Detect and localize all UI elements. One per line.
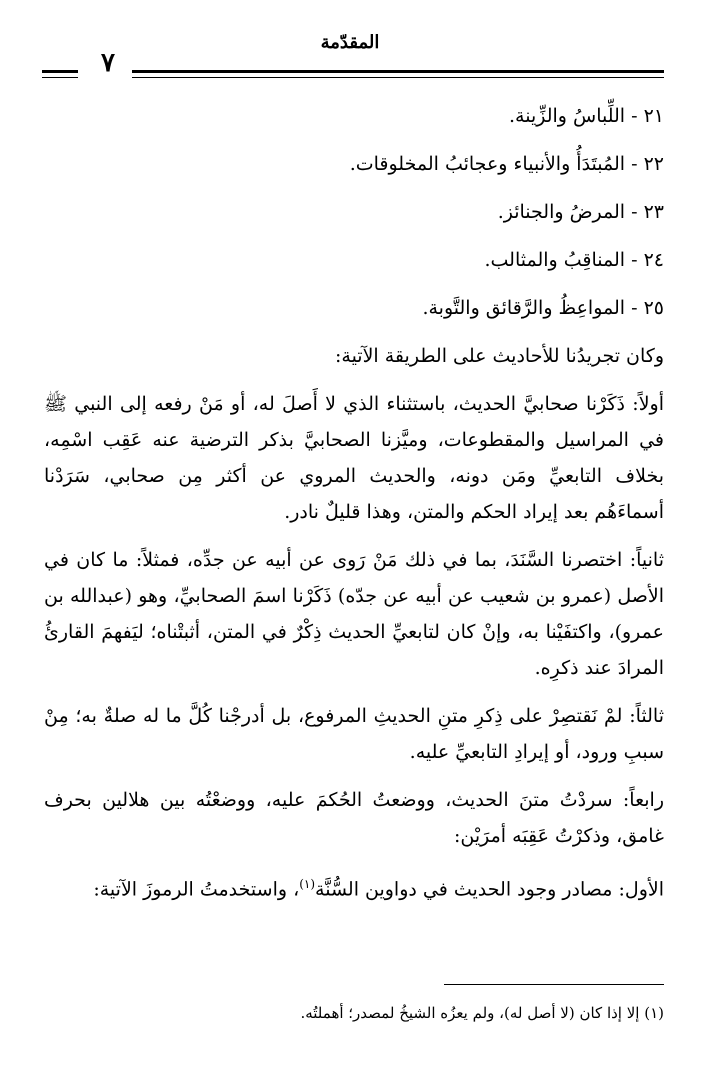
paragraph-third: ثالثاً: لمْ نَقتصِرْ على ذِكرِ متنِ الحديثِ المرفوع، بل أدرجْنا كُلَّ ما له صلةٌ به؛ مِنْ سببِ ورود، أو إيرادِ التابعيِّ عليه. xyxy=(44,705,664,763)
paragraph-first: أولاً: ذَكَرْنا صحابيَّ الحديث، باستثناء الذي لا أَصلَ له، أو مَنْ رفعه إلى النبي ﷺ في المراسيل والمقطوعات، وميَّزنا الصحابيَّ بذكر الترضية عنه عَقِب اسْمِه، بخلاف التابعيِّ ومَن دونه، والحديث المروي عن أكثر مِن صحابي، سَرَدْنا أسماءَهُم بعد إيراد الحكم والمتن، وهذا قليلٌ نادر. xyxy=(44,393,664,523)
list-item: ٢٤ - المناقِبُ والمثالب. xyxy=(484,249,664,271)
list-item: ٢٣ - المرضُ والجنائز. xyxy=(497,201,664,223)
footnote-rule xyxy=(444,984,664,985)
running-title: المقدّمة xyxy=(320,32,380,53)
footnote-text: (١) إلا إذا كان (لا أصل له)، ولم يعزُه الشيخُ لمصدر؛ أهملتُه. xyxy=(300,1004,664,1022)
list-item: ٢٢ - المُبتَدَأُ والأنبياء وعجائبُ المخلوقات. xyxy=(349,153,664,175)
page-number: ٧ xyxy=(101,48,115,78)
footnote-area xyxy=(44,984,664,1027)
paragraph-fourth: رابعاً: سردْتُ متنَ الحديث، ووضعتُ الحُكمَ عليه، ووضعْتُه بين هلالين بحرف غامق، وذكرْتُ عَقِبَه أمرَيْن: xyxy=(44,789,664,847)
paragraph-second: ثانياً: اختصرنا السَّنَدَ، بما في ذلك مَنْ رَوى عن أبيه عن جدِّه، فمثلاً: ما كان في الأصل (عمرو بن شعيب عن أبيه عن جدّه) ذَكَرْنا اسمَ الصحابيِّ، وهو (عبدالله بن عمرو)، واكتفَيْنا به، وإنْ كان لتابعيِّ الحديث ذِكْرٌ في المتن، أثبتْناه؛ ليَفهمَ القارئُ المرادَ عند ذكرِه. xyxy=(44,549,664,679)
header-rule-short xyxy=(42,70,78,73)
list-item: ٢١ - اللِّباسُ والزِّينة. xyxy=(508,105,664,127)
footnote-marker: (١) xyxy=(299,877,316,891)
header-rule xyxy=(132,70,664,73)
intro-paragraph: وكان تجريدُنا للأحاديث على الطريقة الآتية: xyxy=(334,345,664,367)
page-header xyxy=(36,26,664,88)
list-item: ٢٥ - المواعِظُ والرَّقائق والتَّوبة. xyxy=(422,297,664,319)
page-body xyxy=(44,98,664,917)
paragraph-first-item-tail: ، واستخدمتُ الرموزَ الآتية: xyxy=(93,878,300,901)
paragraph-first-item xyxy=(44,866,664,907)
paragraph-first-item-text: الأول: مصادر وجود الحديث في دواوين السُّنَّة xyxy=(315,878,664,901)
